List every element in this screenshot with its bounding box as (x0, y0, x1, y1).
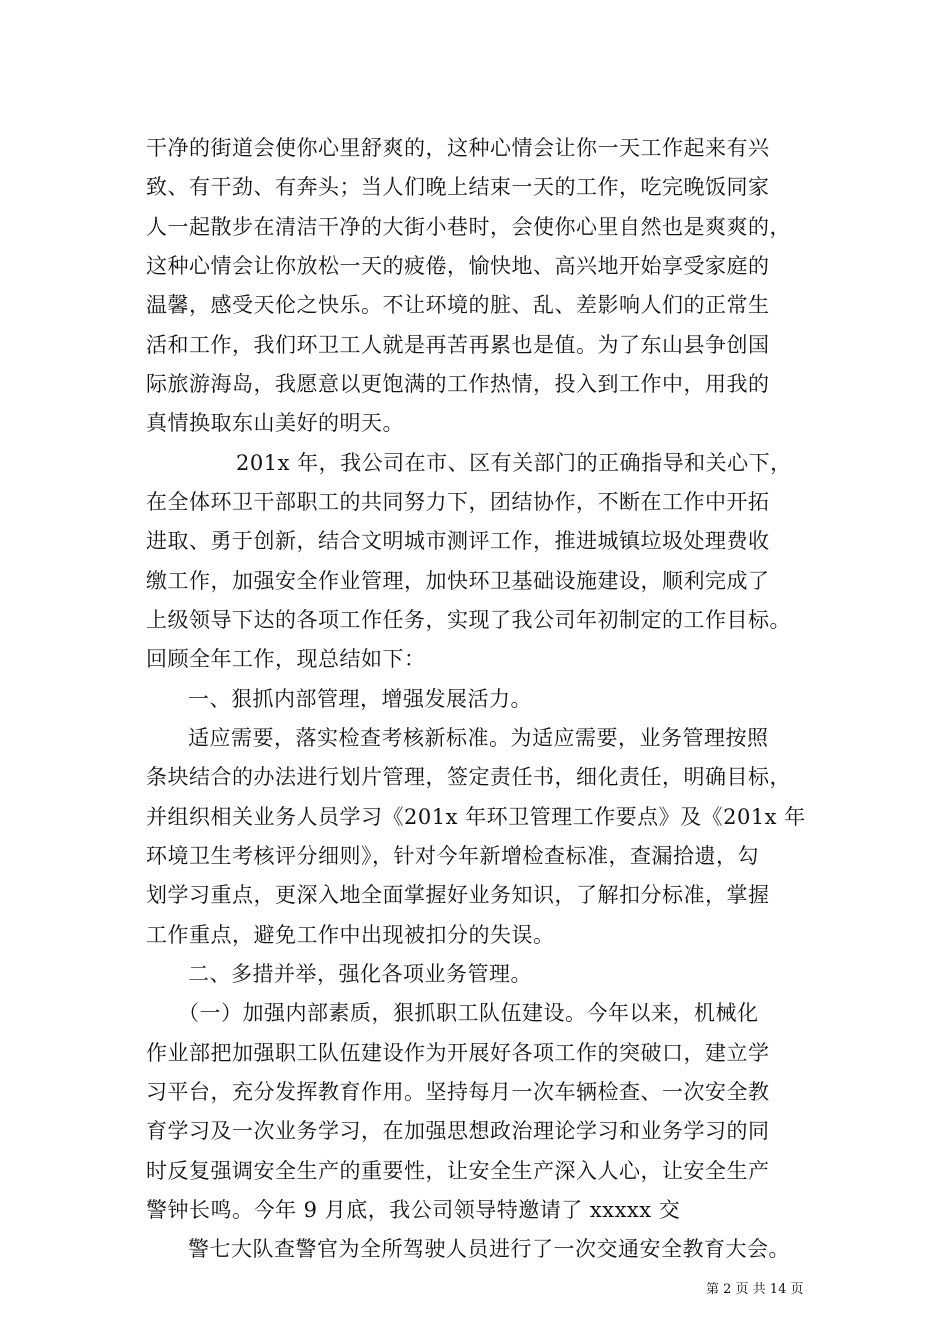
text-line: 温馨，感受天伦之快乐。不让环境的脏、乱、差影响人们的正常生 (146, 293, 770, 317)
text-line: 201x 年，我公司在市、区有关部门的正确指导和关心下， (236, 451, 792, 475)
section-heading: 二、多措并举，强化各项业务管理。 (188, 962, 532, 986)
text-line: 条块结合的办法进行划片管理，签定责任书，细化责任，明确目标， (146, 765, 791, 789)
text-line: 划学习重点，更深入地全面掌握好业务知识，了解扣分标准，掌握 (146, 883, 770, 907)
page-number-footer: 第 2 页 共 14 页 (706, 1282, 804, 1297)
text-line: 回顾全年工作，现总结如下： (146, 647, 426, 671)
text-line: 缴工作，加强安全作业管理，加快环卫基础设施建设，顺利完成了 (146, 569, 770, 593)
text-line: 真情换取东山美好的明天。 (146, 411, 404, 435)
text-line: 进取、勇于创新，结合文明城市测评工作，推进城镇垃圾处理费收 (146, 529, 770, 553)
text-line: （一）加强内部素质，狠抓职工队伍建设。今年以来，机械化 (178, 1001, 759, 1025)
text-line: 习平台，充分发挥教育作用。坚持每月一次车辆检查、一次安全教 (146, 1080, 770, 1104)
text-line: 时反复强调安全生产的重要性，让安全生产深入人心，让安全生产 (146, 1159, 770, 1183)
text-line: 环境卫生考核评分细则》，针对今年新增检查标准，查漏拾遗，勾 (146, 844, 759, 868)
text-line: 际旅游海岛，我愿意以更饱满的工作热情，投入到工作中，用我的 (146, 372, 770, 396)
text-line: 上级领导下达的各项工作任务，实现了我公司年初制定的工作目标。 (146, 608, 791, 632)
text-line: 警钟长鸣。今年 9 月底，我公司领导特邀请了 xxxxx 交 (146, 1198, 681, 1222)
text-line: 并组织相关业务人员学习《201x 年环卫管理工作要点》及《201x 年 (146, 805, 806, 829)
text-line: 警七大队查警官为全所驾驶人员进行了一次交通安全教育大会。 (188, 1237, 790, 1261)
text-line: 人一起散步在清洁干净的大街小巷时，会使你心里自然也是爽爽的， (146, 215, 791, 239)
text-line: 育学习及一次业务学习，在加强思想政治理论学习和业务学习的同 (146, 1119, 770, 1143)
text-line: 在全体环卫干部职工的共同努力下，团结协作，不断在工作中开拓 (146, 490, 770, 514)
text-line: 致、有干劲、有奔头；当人们晚上结束一天的工作，吃完晚饭同家 (146, 175, 770, 199)
text-line: 这种心情会让你放松一天的疲倦，愉快地、高兴地开始享受家庭的 (146, 254, 770, 278)
text-line: 工作重点，避免工作中出现被扣分的失误。 (146, 923, 555, 947)
section-heading: 一、狠抓内部管理，增强发展活力。 (188, 687, 532, 711)
text-line: 适应需要，落实检查考核新标准。为适应需要，业务管理按照 (188, 726, 769, 750)
text-line: 干净的街道会使你心里舒爽的，这种心情会让你一天工作起来有兴 (146, 136, 770, 160)
text-line: 活和工作，我们环卫工人就是再苦再累也是值。为了东山县争创国 (146, 333, 770, 357)
text-line: 作业部把加强职工队伍建设作为开展好各项工作的突破口，建立学 (146, 1041, 770, 1065)
